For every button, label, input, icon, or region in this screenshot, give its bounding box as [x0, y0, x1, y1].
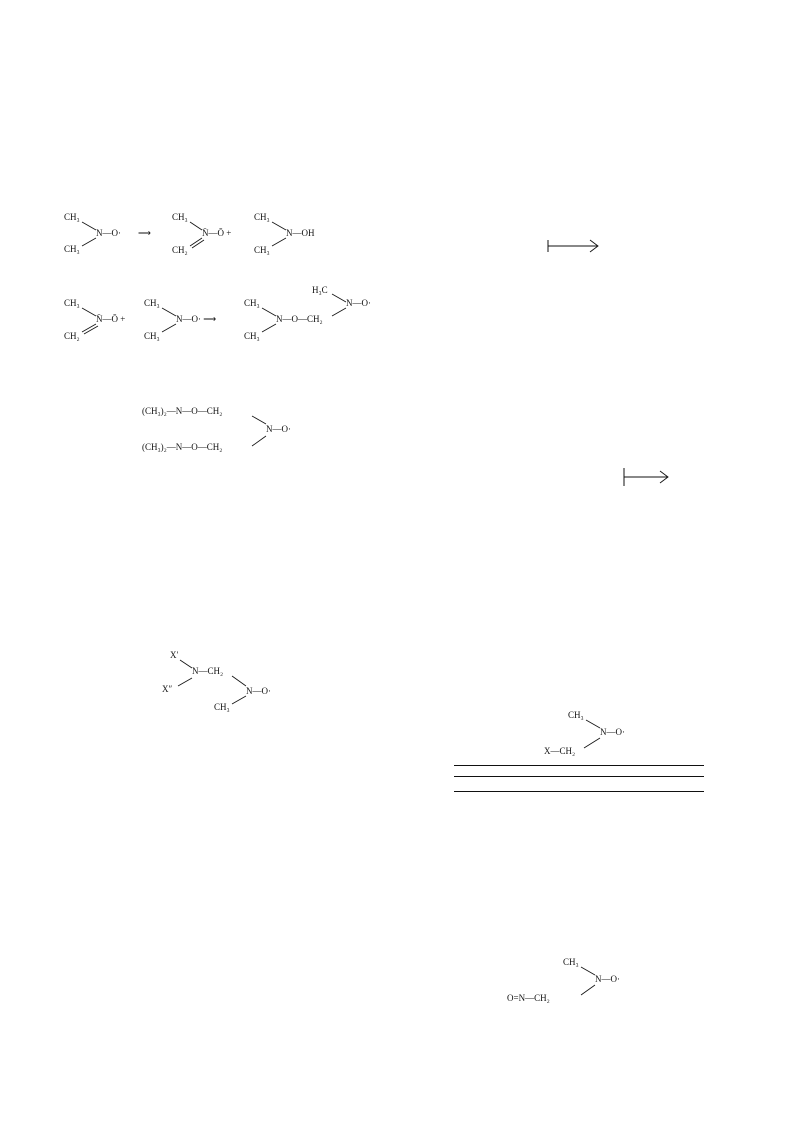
svg-text:X″: X″: [162, 684, 173, 694]
svg-text:CH₃: CH₃: [254, 245, 270, 255]
svg-text:N—O·: N—O·: [600, 727, 625, 737]
svg-text:N̈—Ō +: N̈—Ō +: [96, 314, 126, 324]
structure-4c: [505, 955, 655, 1019]
structure-3b: [140, 402, 340, 474]
reaction-scheme-2: [62, 284, 385, 360]
svg-text:N—O·: N—O·: [595, 974, 620, 984]
structure-c: [160, 648, 310, 732]
svg-text:N—CH₂: N—CH₂: [192, 666, 224, 676]
svg-text:CH₃: CH₃: [214, 702, 230, 712]
svg-text:CH₃: CH₃: [64, 244, 80, 254]
svg-text:N—O· ⟶: N—O· ⟶: [176, 314, 217, 324]
svg-text:N̈—Ō +: N̈—Ō +: [202, 228, 232, 238]
svg-text:CH₃: CH₃: [144, 331, 160, 341]
svg-text:N—OH: N—OH: [286, 228, 315, 238]
svg-text:CH₂: CH₂: [64, 331, 80, 341]
table-cell-value: [566, 787, 704, 792]
svg-text:X—CH₂: X—CH₂: [544, 746, 576, 756]
table-cell-temp: [454, 787, 566, 792]
svg-text:N—O—CH₂: N—O—CH₂: [276, 314, 323, 324]
svg-text:CH₂: CH₂: [172, 245, 188, 255]
svg-text:CH₃: CH₃: [563, 957, 579, 967]
svg-text:O=N—CH₂: O=N—CH₂: [507, 993, 550, 1003]
svg-text:N—O·: N—O·: [246, 686, 271, 696]
svg-text:N—O·: N—O·: [346, 298, 371, 308]
svg-text:(CH₃)₂—N—O—CH₂: (CH₃)₂—N—O—CH₂: [142, 442, 223, 452]
hyperfine-table: [454, 772, 704, 792]
svg-text:CH₃: CH₃: [244, 331, 260, 341]
svg-text:CH₃: CH₃: [64, 212, 80, 222]
table-structure: [540, 708, 670, 768]
table-row: [454, 787, 704, 792]
svg-text:CH₃: CH₃: [254, 212, 270, 222]
svg-text:CH₃: CH₃: [144, 298, 160, 308]
svg-text:CH₃: CH₃: [244, 298, 260, 308]
reaction-scheme-1: [62, 206, 385, 276]
svg-text:N—O·: N—O·: [96, 228, 121, 238]
svg-text:N—O·: N—O·: [266, 424, 291, 434]
svg-text:CH₃: CH₃: [64, 298, 80, 308]
svg-text:(CH₃)₂—N—O—CH₂: (CH₃)₂—N—O—CH₂: [142, 406, 223, 416]
svg-text:X′: X′: [170, 650, 179, 660]
svg-text:H₃C: H₃C: [312, 285, 328, 295]
table-title: [454, 667, 704, 680]
svg-text:CH₃: CH₃: [172, 212, 188, 222]
svg-text:CH₃: CH₃: [568, 710, 584, 720]
esr-spectrum-figure: [410, 70, 740, 580]
svg-text:⟶: ⟶: [138, 228, 151, 238]
